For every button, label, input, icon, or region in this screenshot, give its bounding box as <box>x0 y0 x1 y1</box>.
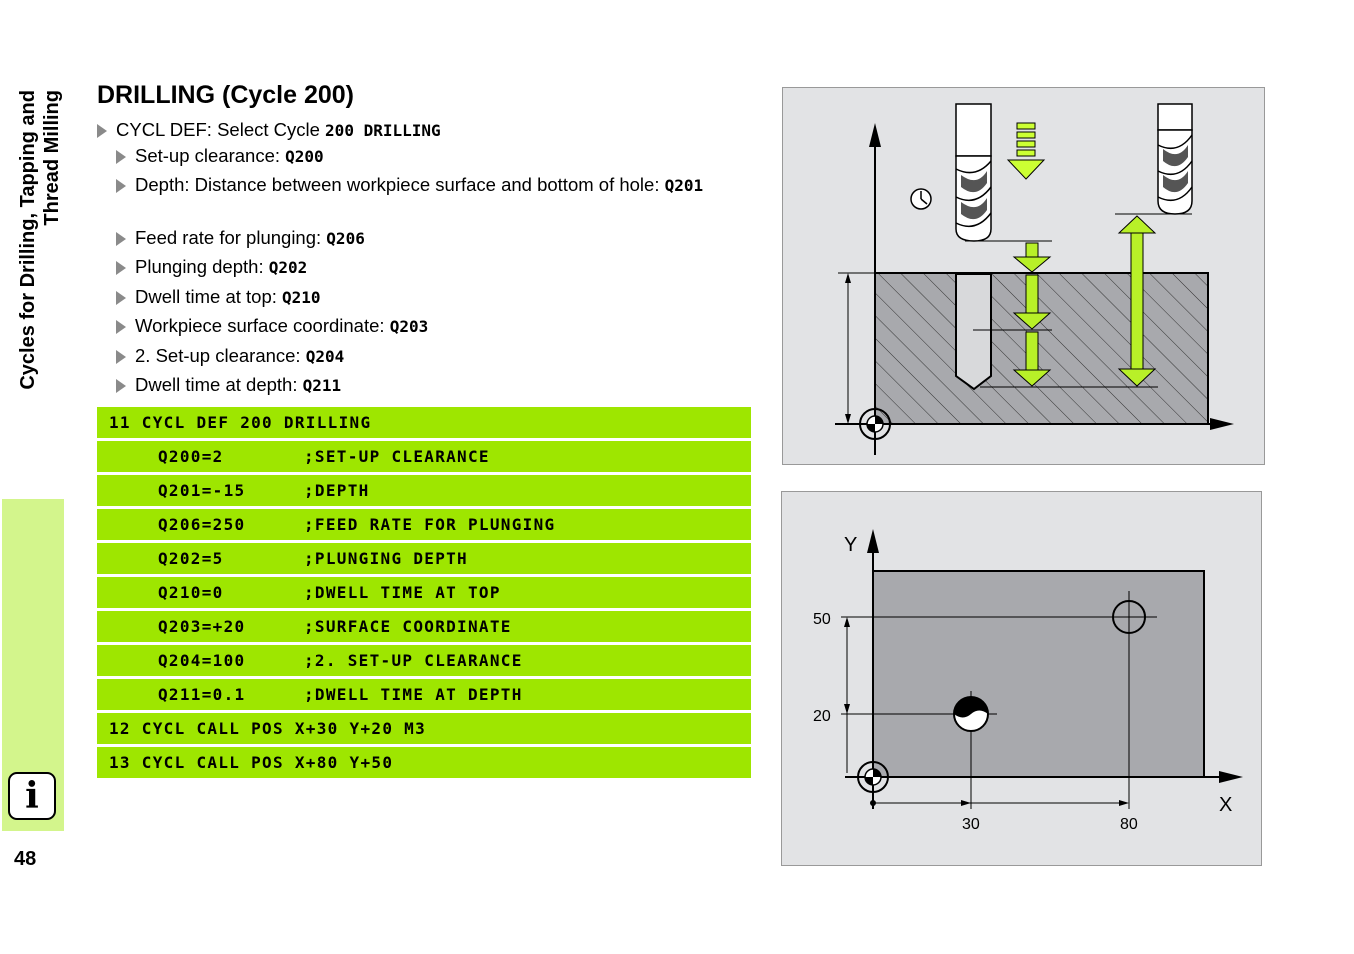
drilling-side-view-diagram <box>782 87 1265 465</box>
triangle-bullet-icon <box>116 261 126 275</box>
program-param-row: Q204=100 ;2. SET-UP CLEARANCE <box>97 645 751 676</box>
program-param-row: Q202=5 ;PLUNGING DEPTH <box>97 543 751 574</box>
dimension-label: 50 <box>813 611 831 628</box>
triangle-bullet-icon <box>116 379 126 393</box>
page-title: DRILLING (Cycle 200) <box>97 81 355 109</box>
program-param-row: Q200=2 ;SET-UP CLEARANCE <box>97 441 751 472</box>
program-block: 12 CYCL CALL POS X+30 Y+20 M3 <box>97 713 751 744</box>
section-title-line2: Thread Milling <box>41 90 63 226</box>
bullet-surface-coordinate: Workpiece surface coordinate: Q203 <box>116 314 757 344</box>
page-number: 48 <box>14 848 37 870</box>
triangle-bullet-icon <box>116 350 126 364</box>
dimension-label: 80 <box>1120 816 1138 833</box>
y-axis-label: Y <box>844 534 858 556</box>
section-title-line1: Cycles for Drilling, Tapping and <box>17 90 39 390</box>
triangle-bullet-icon <box>116 150 126 164</box>
drill-tool-icon <box>1158 104 1192 214</box>
triangle-bullet-icon <box>116 179 126 193</box>
drill-position-icon <box>954 697 988 731</box>
program-param-row: Q210=0 ;DWELL TIME AT TOP <box>97 577 751 608</box>
bullet-dwell-top: Dwell time at top: Q210 <box>116 285 757 314</box>
x-axis-label: X <box>1219 794 1233 816</box>
program-param-row: Q211=0.1 ;DWELL TIME AT DEPTH <box>97 679 751 710</box>
program-param-row: Q203=+20 ;SURFACE COORDINATE <box>97 611 751 642</box>
nc-program <box>97 407 751 781</box>
triangle-bullet-icon <box>116 232 126 246</box>
triangle-bullet-icon <box>116 291 126 305</box>
program-param-row: Q201=-15 ;DEPTH <box>97 475 751 506</box>
dimension-label: 20 <box>813 708 831 725</box>
bullet-setup-clearance: Set-up clearance: Q200 <box>116 144 757 173</box>
triangle-bullet-icon <box>116 320 126 334</box>
bullet-dwell-depth: Dwell time at depth: Q211 <box>116 373 757 399</box>
info-icon[interactable]: i <box>8 772 56 820</box>
workpiece-top-view <box>873 571 1204 777</box>
drill-tool-icon <box>956 104 991 241</box>
instruction-list <box>97 118 757 399</box>
section-title <box>10 90 70 470</box>
bullet-second-setup-clearance: 2. Set-up clearance: Q204 <box>116 344 757 373</box>
program-block: 13 CYCL CALL POS X+80 Y+50 <box>97 747 751 778</box>
bullet-feed-rate: Feed rate for plunging: Q206 <box>116 226 757 255</box>
drilled-hole <box>956 274 991 389</box>
bullet-select-cycle: CYCL DEF: Select Cycle 200 DRILLING <box>97 118 757 144</box>
program-block: 11 CYCL DEF 200 DRILLING <box>97 407 751 438</box>
clock-icon <box>911 189 931 209</box>
triangle-bullet-icon <box>97 124 107 138</box>
dimension-label: 30 <box>962 816 980 833</box>
bullet-plunging-depth: Plunging depth: Q202 <box>116 255 757 285</box>
bullet-depth: Depth: Distance between workpiece surface and bottom of hole: Q201 <box>116 173 735 226</box>
hole-positions-xy-diagram <box>781 491 1262 866</box>
program-param-row: Q206=250 ;FEED RATE FOR PLUNGING <box>97 509 751 540</box>
